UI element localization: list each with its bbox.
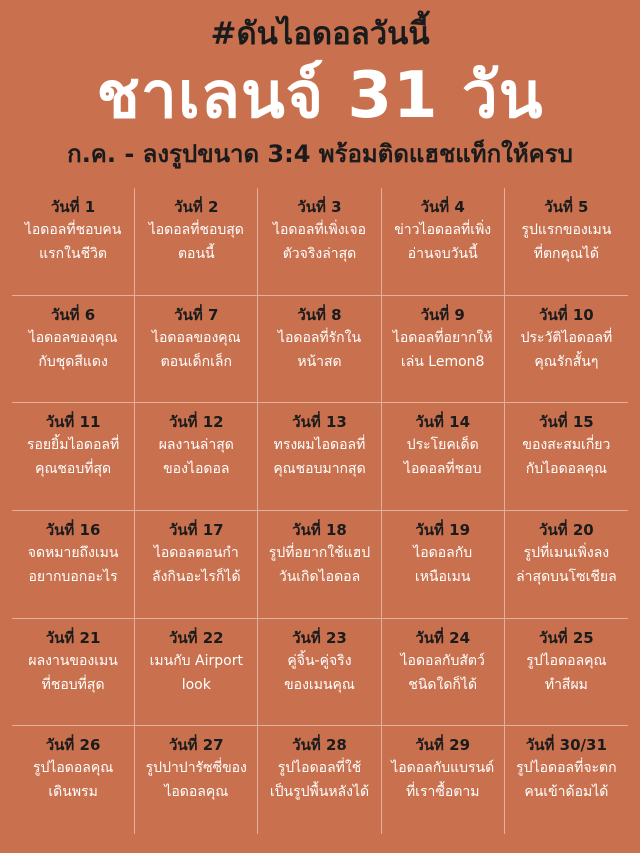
- day-cell: [135, 188, 258, 296]
- day-label: วันที่ 2: [174, 198, 219, 216]
- day-description-line: รูปไอดอลที่จะตก: [516, 760, 617, 777]
- day-label: วันที่ 25: [539, 628, 594, 647]
- day-label: วันที่ 8: [297, 305, 342, 324]
- day-description-line: เป็นรูปพื้นหลังได้: [269, 784, 370, 801]
- day-label: วันที่ 15: [539, 413, 594, 432]
- day-cell: [135, 296, 258, 404]
- day-label: วันที่ 19: [415, 520, 471, 539]
- day-description-line: ล่าสุดบนโซเชียล: [516, 568, 617, 585]
- day-cell: [382, 403, 505, 511]
- day-label: วันที่ 18: [292, 520, 347, 539]
- day-label: วันที่ 11: [45, 413, 101, 432]
- day-description-line: เล่น Lemon8: [400, 353, 485, 370]
- day-cell: [258, 726, 381, 834]
- day-description-line: ไอดอลที่ชอบสุด: [148, 222, 244, 238]
- day-label: วันที่ 4: [420, 198, 465, 216]
- day-label: วันที่ 29: [415, 736, 471, 755]
- day-cell: [12, 726, 135, 834]
- day-description-line: ทรงผมไอดอลที่: [273, 437, 366, 454]
- day-description-line: รูปไอดอลคุณ: [32, 760, 114, 777]
- day-cell: [135, 511, 258, 619]
- day-description-line: ตอนนี้: [177, 246, 215, 262]
- page-title: ชาเลนจ์ 31 วัน: [96, 59, 544, 133]
- day-description-line: คนเข้าด้อมได้: [524, 784, 609, 801]
- day-cell: [382, 511, 505, 619]
- day-label: วันที่ 21: [45, 628, 101, 647]
- day-description-line: look: [181, 676, 211, 693]
- day-description-line: คุณรักสั้นๆ: [534, 353, 599, 370]
- day-description-line: ของเมนคุณ: [284, 676, 355, 693]
- day-label: วันที่ 20: [539, 520, 594, 539]
- day-cell: [382, 726, 505, 834]
- day-cell: [12, 619, 135, 727]
- day-description-line: คุณชอบมากสุด: [273, 461, 366, 478]
- day-cell: [505, 188, 628, 296]
- day-cell: [135, 619, 258, 727]
- day-label: วันที่ 28: [292, 736, 347, 755]
- day-cell: [505, 403, 628, 511]
- day-description-line: รูปแรกของเมน: [521, 222, 612, 238]
- day-cell: [505, 726, 628, 834]
- day-cell: [258, 296, 381, 404]
- day-description-line: ไอดอลคุณ: [164, 784, 229, 801]
- day-description-line: กับชุดสีแดง: [38, 353, 108, 370]
- header: [0, 0, 640, 180]
- day-label: วันที่ 6: [50, 305, 96, 324]
- day-description-line: ที่ชอบที่สุด: [41, 676, 105, 693]
- day-description-line: ข่าวไอดอลที่เพิ่ง: [394, 222, 492, 238]
- day-cell: [12, 511, 135, 619]
- hashtag: #ดันไอดอลวันนี้: [210, 16, 430, 52]
- day-label: วันที่ 3: [297, 198, 342, 216]
- day-label: วันที่ 12: [168, 413, 224, 432]
- day-description-line: ไอดอลกับสัตว์: [400, 652, 485, 669]
- day-cell: [135, 403, 258, 511]
- day-cell: [505, 511, 628, 619]
- day-label: วันที่ 17: [168, 520, 224, 539]
- day-cell: [505, 619, 628, 727]
- day-cell: [12, 296, 135, 404]
- day-description-line: ที่ตกคุณได้: [533, 246, 600, 262]
- day-description-line: ผลงานของเมน: [28, 652, 118, 669]
- day-description-line: ไอดอลกับแบรนด์: [391, 760, 495, 777]
- day-description-line: หน้าสด: [297, 353, 342, 370]
- day-label: วันที่ 14: [415, 413, 471, 432]
- day-label: วันที่ 10: [539, 305, 594, 324]
- day-description-line: กับไอดอลคุณ: [525, 461, 608, 478]
- day-description-line: ประวัติไอดอลที่: [520, 329, 613, 346]
- day-description-line: รูปที่อยากใช้แฮป: [268, 544, 371, 561]
- day-description-line: รูปไอดอลที่ใช้: [277, 760, 362, 777]
- day-description-line: เหนือเมน: [414, 568, 471, 585]
- day-description-line: ทำสีผม: [544, 676, 588, 693]
- day-cell: [258, 619, 381, 727]
- day-label: วันที่ 24: [415, 628, 471, 647]
- day-description-line: ไอดอลตอนกำ: [153, 544, 239, 561]
- day-cell: [258, 188, 381, 296]
- day-description-line: รูปไอดอลคุณ: [526, 652, 607, 669]
- day-description-line: ลังกินอะไรก็ได้: [152, 568, 241, 585]
- day-description-line: วันเกิดไอดอล: [278, 568, 361, 585]
- day-label: วันที่ 1: [50, 198, 96, 216]
- challenge-grid: [12, 188, 628, 834]
- day-description-line: รอยยิ้มไอดอลที่: [26, 437, 120, 454]
- day-cell: [258, 403, 381, 511]
- day-label: วันที่ 27: [168, 736, 224, 755]
- day-description-line: เมนกับ Airport: [149, 652, 243, 669]
- day-cell: [382, 296, 505, 404]
- day-cell: [258, 511, 381, 619]
- day-description-line: อยากบอกอะไร: [28, 568, 118, 585]
- day-description-line: ผลงานล่าสุด: [158, 437, 234, 454]
- day-description-line: ประโยคเด็ด: [406, 437, 479, 454]
- day-label: วันที่ 5: [544, 198, 589, 216]
- day-description-line: ที่เราซื้อตาม: [405, 784, 480, 801]
- day-cell: [382, 188, 505, 296]
- day-description-line: ตัวจริงล่าสุด: [282, 246, 357, 262]
- day-label: วันที่ 9: [420, 305, 465, 324]
- day-description-line: ไอดอลที่อยากให้: [392, 329, 493, 346]
- day-description-line: ไอดอลที่ชอบคน: [24, 222, 122, 238]
- day-description-line: รูปที่เมนเพิ่งลง: [523, 544, 610, 561]
- day-cell: [135, 726, 258, 834]
- day-label: วันที่ 30/31: [525, 736, 607, 755]
- day-label: วันที่ 23: [292, 628, 347, 647]
- day-description-line: รูปปาปารัซซี่ของ: [145, 760, 247, 777]
- day-label: วันที่ 16: [45, 520, 101, 539]
- day-description-line: ไอดอลกับ: [413, 544, 473, 561]
- day-label: วันที่ 22: [168, 628, 224, 647]
- day-description-line: ตอนเด็กเล็ก: [160, 353, 232, 370]
- day-description-line: อ่านจบวันนี้: [407, 246, 478, 262]
- day-description-line: จดหมายถึงเมน: [27, 544, 119, 561]
- day-label: วันที่ 7: [174, 305, 219, 324]
- day-description-line: เดินพรม: [48, 784, 98, 801]
- day-description-line: ชนิดใดก็ได้: [408, 676, 478, 693]
- day-description-line: ของสะสมเกี่ยว: [522, 437, 611, 454]
- day-description-line: ไอดอลของคุณ: [151, 329, 241, 346]
- subtitle: ก.ค. - ลงรูปขนาด 3:4 พร้อมติดแฮชแท็กให้ครบ: [67, 140, 573, 168]
- day-description-line: ไอดอลของคุณ: [28, 329, 118, 346]
- day-cell: [12, 403, 135, 511]
- day-cell: [505, 296, 628, 404]
- day-description-line: ไอดอลที่รักใน: [277, 329, 362, 346]
- day-cell: [12, 188, 135, 296]
- day-description-line: ไอดอลที่เพิ่งเจอ: [272, 222, 366, 238]
- day-description-line: ไอดอลที่ชอบ: [403, 461, 482, 478]
- day-description-line: คู่จิ้น-คู่จริง: [287, 652, 352, 669]
- day-cell: [382, 619, 505, 727]
- day-description-line: แรกในชีวิต: [39, 246, 108, 262]
- day-description-line: คุณชอบที่สุด: [35, 461, 112, 478]
- day-label: วันที่ 26: [45, 736, 101, 755]
- day-label: วันที่ 13: [292, 413, 347, 432]
- day-description-line: ของไอดอล: [163, 461, 230, 478]
